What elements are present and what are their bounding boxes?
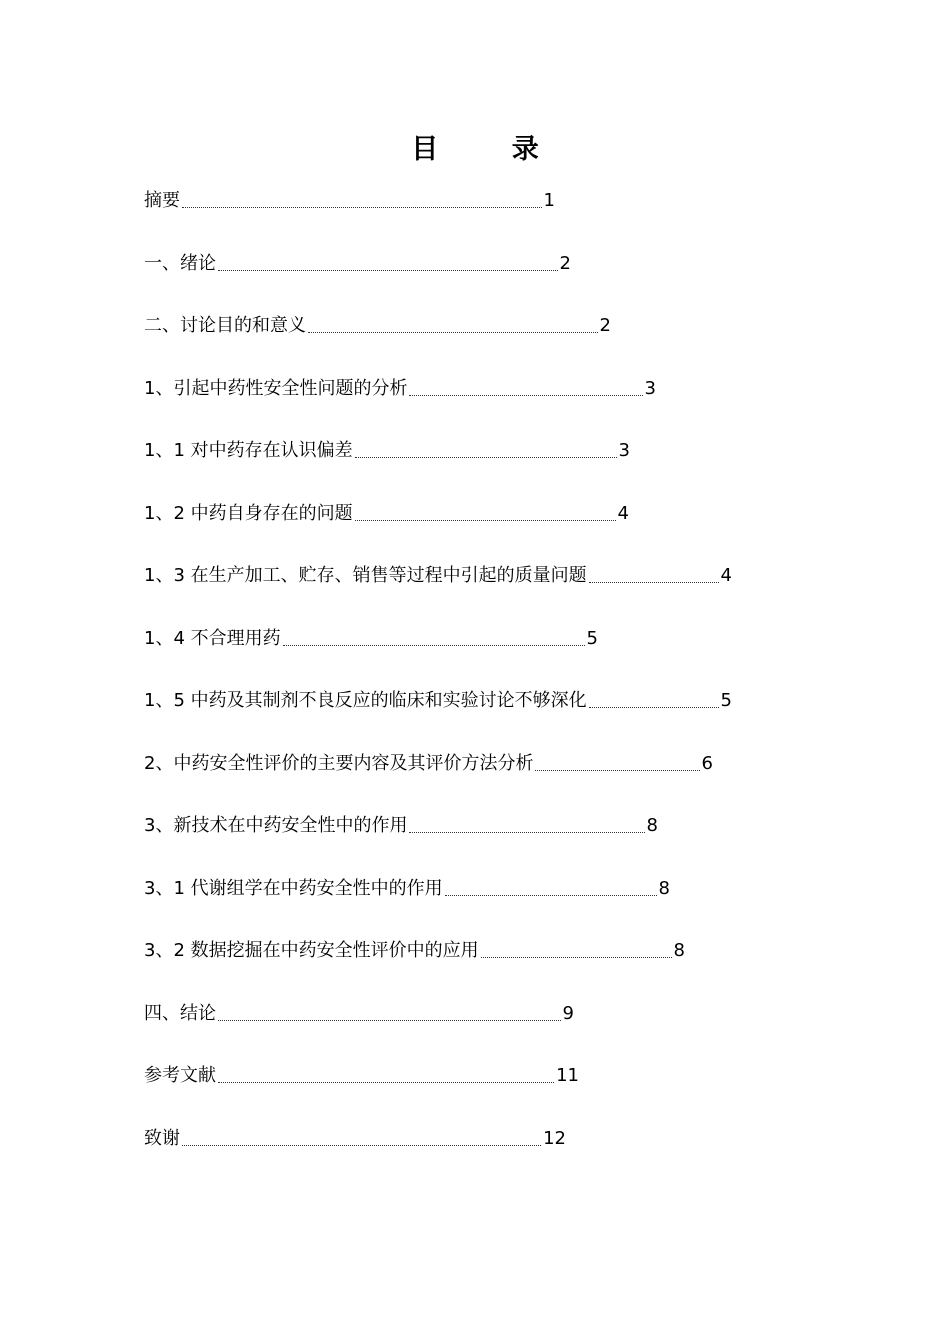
toc-entry-title: 四、结论 (144, 1003, 216, 1024)
toc-entry[interactable] (144, 249, 571, 275)
toc-entry[interactable] (144, 936, 685, 962)
toc-entry-title: 一、绪论 (144, 253, 216, 274)
toc-title: 目 录 (411, 134, 571, 165)
toc-dot-leader (182, 1144, 541, 1146)
toc-entry-title: 3、新技术在中药安全性中的作用 (144, 815, 408, 836)
toc-entry[interactable] (144, 561, 732, 587)
toc-entry[interactable] (144, 999, 574, 1025)
toc-entry[interactable] (144, 499, 629, 525)
toc-entry[interactable] (144, 811, 658, 837)
toc-entry-title: 1、2 中药自身存在的问题 (144, 503, 353, 524)
toc-entry-page: 2 (559, 253, 571, 274)
toc-dot-leader (589, 581, 719, 583)
toc-entry[interactable] (144, 436, 630, 462)
toc-entry-title: 2、中药安全性评价的主要内容及其评价方法分析 (144, 753, 534, 774)
toc-entry-page: 6 (701, 753, 713, 774)
toc-entry[interactable] (144, 186, 555, 212)
toc-entry[interactable] (144, 311, 611, 337)
toc-entry-page: 4 (617, 503, 629, 524)
toc-entry-page: 1 (543, 190, 555, 211)
toc-entry-title: 1、4 不合理用药 (144, 628, 281, 649)
toc-entry-page: 3 (644, 378, 656, 399)
toc-dot-leader (535, 769, 699, 771)
toc-dot-leader (409, 831, 644, 833)
toc-entry[interactable] (144, 874, 670, 900)
toc-dot-leader (355, 456, 617, 458)
toc-dot-leader (182, 206, 542, 208)
toc-entry-title: 1、1 对中药存在认识偏差 (144, 440, 353, 461)
toc-entry[interactable] (144, 686, 732, 712)
toc-dot-leader (481, 956, 672, 958)
toc-entry-title: 摘要 (144, 190, 180, 211)
toc-entry-page: 12 (543, 1128, 566, 1149)
toc-entry-page: 11 (556, 1065, 579, 1086)
toc-entry[interactable] (144, 749, 713, 775)
toc-entry-title: 1、引起中药性安全性问题的分析 (144, 378, 408, 399)
toc-dot-leader (409, 394, 642, 396)
toc-entry-page: 5 (586, 628, 598, 649)
toc-entry-page: 8 (658, 878, 670, 899)
toc-entry[interactable] (144, 374, 656, 400)
toc-dot-leader (589, 706, 719, 708)
toc-dot-leader (283, 644, 585, 646)
toc-dot-leader (355, 519, 616, 521)
toc-entry[interactable] (144, 1061, 579, 1087)
toc-entry-page: 8 (673, 940, 685, 961)
toc-entry-page: 5 (720, 690, 732, 711)
toc-entry-page: 9 (562, 1003, 574, 1024)
toc-entry-title: 参考文献 (144, 1065, 216, 1086)
toc-dot-leader (218, 269, 558, 271)
toc-entry-title: 3、1 代谢组学在中药安全性中的作用 (144, 878, 443, 899)
toc-dot-leader (445, 894, 657, 896)
toc-entry-page: 4 (720, 565, 732, 586)
toc-entry[interactable] (144, 1124, 566, 1150)
toc-dot-leader (218, 1081, 554, 1083)
toc-entry-page: 3 (618, 440, 630, 461)
toc-entry-title: 3、2 数据挖掘在中药安全性评价中的应用 (144, 940, 479, 961)
toc-dot-leader (308, 331, 598, 333)
toc-entry-title: 二、讨论目的和意义 (144, 315, 306, 336)
toc-entry-title: 致谢 (144, 1128, 180, 1149)
toc-entry-title: 1、5 中药及其制剂不良反应的临床和实验讨论不够深化 (144, 690, 587, 711)
toc-entry[interactable] (144, 624, 598, 650)
toc-entry-page: 8 (646, 815, 658, 836)
toc-entry-title: 1、3 在生产加工、贮存、销售等过程中引起的质量问题 (144, 565, 587, 586)
toc-entry-page: 2 (599, 315, 611, 336)
toc-dot-leader (218, 1019, 561, 1021)
